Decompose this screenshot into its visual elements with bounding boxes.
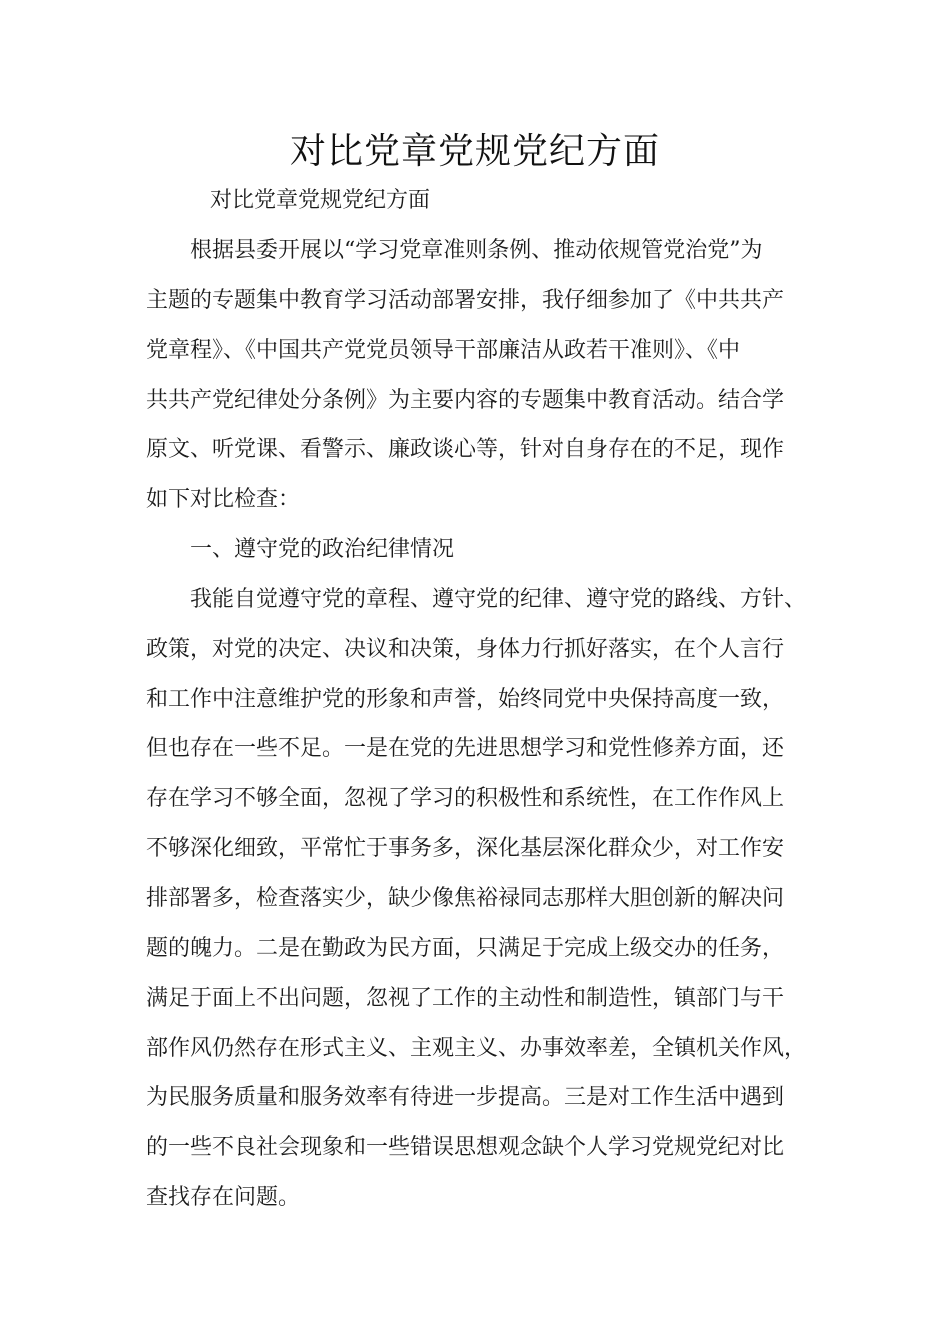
document-title: 对比党章党规党纪方面	[289, 131, 660, 172]
paragraph-line: 为民服务质量和服务效率有待进一步提高。三是对工作生活中遇到	[146, 1085, 785, 1110]
paragraph-line: 政策，对党的决定、决议和决策，身体力行抓好落实，在个人言行	[146, 637, 785, 662]
paragraph-line: 和工作中注意维护党的形象和声誉，始终同党中央保持高度一致，	[146, 687, 785, 712]
paragraph-line: 不够深化细致，平常忙于事务多，深化基层深化群众少，对工作安	[146, 836, 785, 861]
paragraph-line: 存在学习不够全面，忽视了学习的积极性和系统性，在工作作风上	[146, 786, 785, 811]
paragraph-line: 如下对比检查：	[146, 487, 301, 512]
paragraph-line: 排部署多，检查落实少，缺少像焦裕禄同志那样大胆创新的解决问	[146, 886, 785, 911]
paragraph-line: 主题的专题集中教育学习活动部署安排，我仔细参加了《中共共产	[146, 288, 785, 313]
paragraph-line: 的一些不良社会现象和一些错误思想观念缺个人学习党规党纪对比	[146, 1135, 785, 1160]
paragraph-line: 根据县委开展以“学习党章准则条例、推动依规管党治党”为	[190, 238, 763, 263]
paragraph-line: 查找存在问题。	[146, 1185, 301, 1210]
paragraph-line: 党章程》、《中国共产党党员领导干部廉洁从政若干准则》、《中	[146, 338, 741, 363]
section-heading: 一、遵守党的政治纪律情况	[190, 537, 455, 562]
paragraph-line: 满足于面上不出问题，忽视了工作的主动性和制造性，镇部门与干	[146, 986, 785, 1011]
paragraph-line: 但也存在一些不足。一是在党的先进思想学习和党性修养方面，还	[146, 736, 785, 761]
paragraph-line: 部作风仍然存在形式主义、主观主义、办事效率差，全镇机关作风，	[146, 1036, 807, 1061]
paragraph-line: 我能自觉遵守党的章程、遵守党的纪律、遵守党的路线、方针、	[190, 587, 807, 612]
paragraph-line: 原文、听党课、看警示、廉政谈心等，针对自身存在的不足，现作	[146, 437, 785, 462]
paragraph-line: 题的魄力。二是在勤政为民方面，只满足于完成上级交办的任务，	[146, 936, 785, 961]
paragraph-line: 共共产党纪律处分条例》为主要内容的专题集中教育活动。结合学	[146, 388, 785, 413]
document-subtitle: 对比党章党规党纪方面	[210, 188, 431, 213]
